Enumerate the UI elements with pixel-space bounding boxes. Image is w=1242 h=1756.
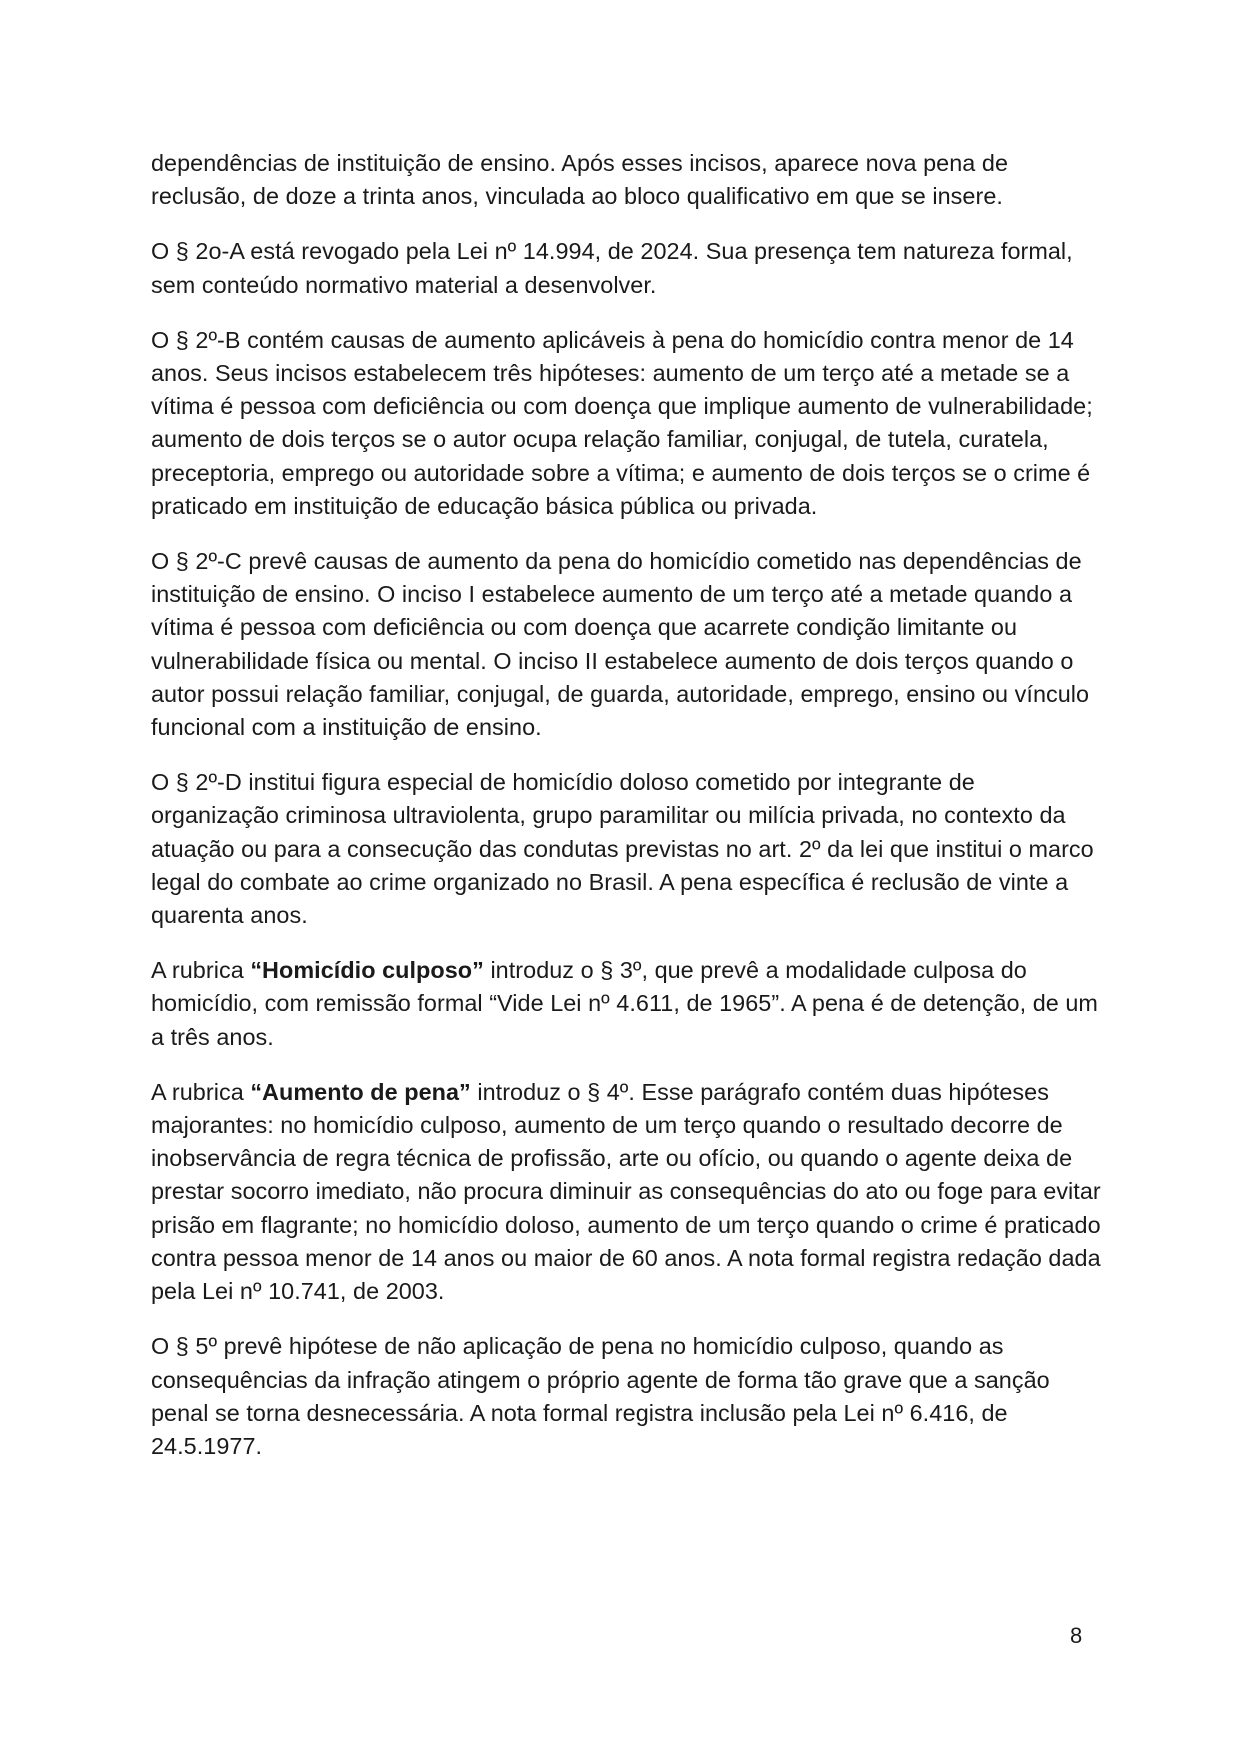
paragraph-section-4o	[151, 1076, 1101, 1308]
paragraph-section-3o	[151, 954, 1101, 1054]
paragraph-section-2o-a	[151, 235, 1101, 301]
paragraph-text: O § 2o-A está revogado pela Lei nº 14.994, de 2024. Sua presença tem natureza formal, sem conteúdo normativo material a desenvolver.	[151, 238, 1073, 298]
rubric-homicidio-culposo: “Homicídio culposo”	[250, 957, 484, 984]
rubric-aumento-de-pena: “Aumento de pena”	[250, 1078, 471, 1105]
page-number: 8	[1070, 1623, 1083, 1648]
paragraph-text: A rubrica	[151, 1078, 251, 1105]
paragraph-text: O § 5º prevê hipótese de não aplicação de pena no homicídio culposo, quando as consequências da infração atingem o próprio agente de forma tão grave que a sanção penal se torna desnecessária. A nota formal registra inclusão pela Lei nº 6.416, de 24.5.1977.	[151, 1333, 1050, 1459]
paragraph-text: introduz o § 4º. Esse parágrafo contém duas hipóteses majorantes: no homicídio culposo, aumento de um terço quando o resultado decorre de inobservância de regra técnica de profissão, arte ou ofício, ou quando o agente deixa de prestar socorro imediato, não procura diminuir as consequências do ato ou foge para evitar prisão em flagrante; no homicídio doloso, aumento de um terço quando o crime é praticado contra pessoa menor de 14 anos ou maior de 60 anos. A nota formal registra redação dada pela Lei nº 10.741, de 2003.	[151, 1078, 1101, 1305]
paragraph-section-2o-b	[151, 324, 1101, 523]
paragraph-section-2o-c	[151, 545, 1101, 744]
document-body	[151, 147, 1101, 1485]
paragraph-section-2o-d	[151, 766, 1101, 932]
paragraph-continuation	[151, 147, 1101, 213]
paragraph-text: O § 2º-D institui figura especial de homicídio doloso cometido por integrante de organização criminosa ultraviolenta, grupo paramilitar ou milícia privada, no contexto da atuação ou para a consecução das condutas previstas no art. 2º da lei que institui o marco legal do combate ao crime organizado no Brasil. A pena específica é reclusão de vinte a quarenta anos.	[151, 769, 1094, 929]
paragraph-text: O § 2º-B contém causas de aumento aplicáveis à pena do homicídio contra menor de 14 anos. Seus incisos estabelecem três hipóteses: aumento de um terço até a metade se a vítima é pessoa com deficiência ou com doença que implique aumento de vulnerabilidade; aumento de dois terços se o autor ocupa relação familiar, conjugal, de tutela, curatela, preceptoria, emprego ou autoridade sobre a vítima; e aumento de dois terços se o crime é praticado em instituição de educação básica pública ou privada.	[151, 326, 1093, 519]
paragraph-section-5o	[151, 1330, 1101, 1463]
paragraph-text: O § 2º-C prevê causas de aumento da pena do homicídio cometido nas dependências de instituição de ensino. O inciso I estabelece aumento de um terço até a metade quando a vítima é pessoa com deficiência ou com doença que acarrete condição limitante ou vulnerabilidade física ou mental. O inciso II estabelece aumento de dois terços quando o autor possui relação familiar, conjugal, de guarda, autoridade, emprego, ensino ou vínculo funcional com a instituição de ensino.	[151, 548, 1090, 741]
paragraph-text: dependências de instituição de ensino. Após esses incisos, aparece nova pena de reclusão, de doze a trinta anos, vinculada ao bloco qualificativo em que se insere.	[151, 150, 1008, 210]
paragraph-text: introduz o § 3º, que prevê a modalidade culposa do homicídio, com remissão formal “Vide Lei nº 4.611, de 1965”. A pena é de detenção, de um a três anos.	[151, 957, 1098, 1050]
paragraph-text: A rubrica	[151, 957, 251, 984]
